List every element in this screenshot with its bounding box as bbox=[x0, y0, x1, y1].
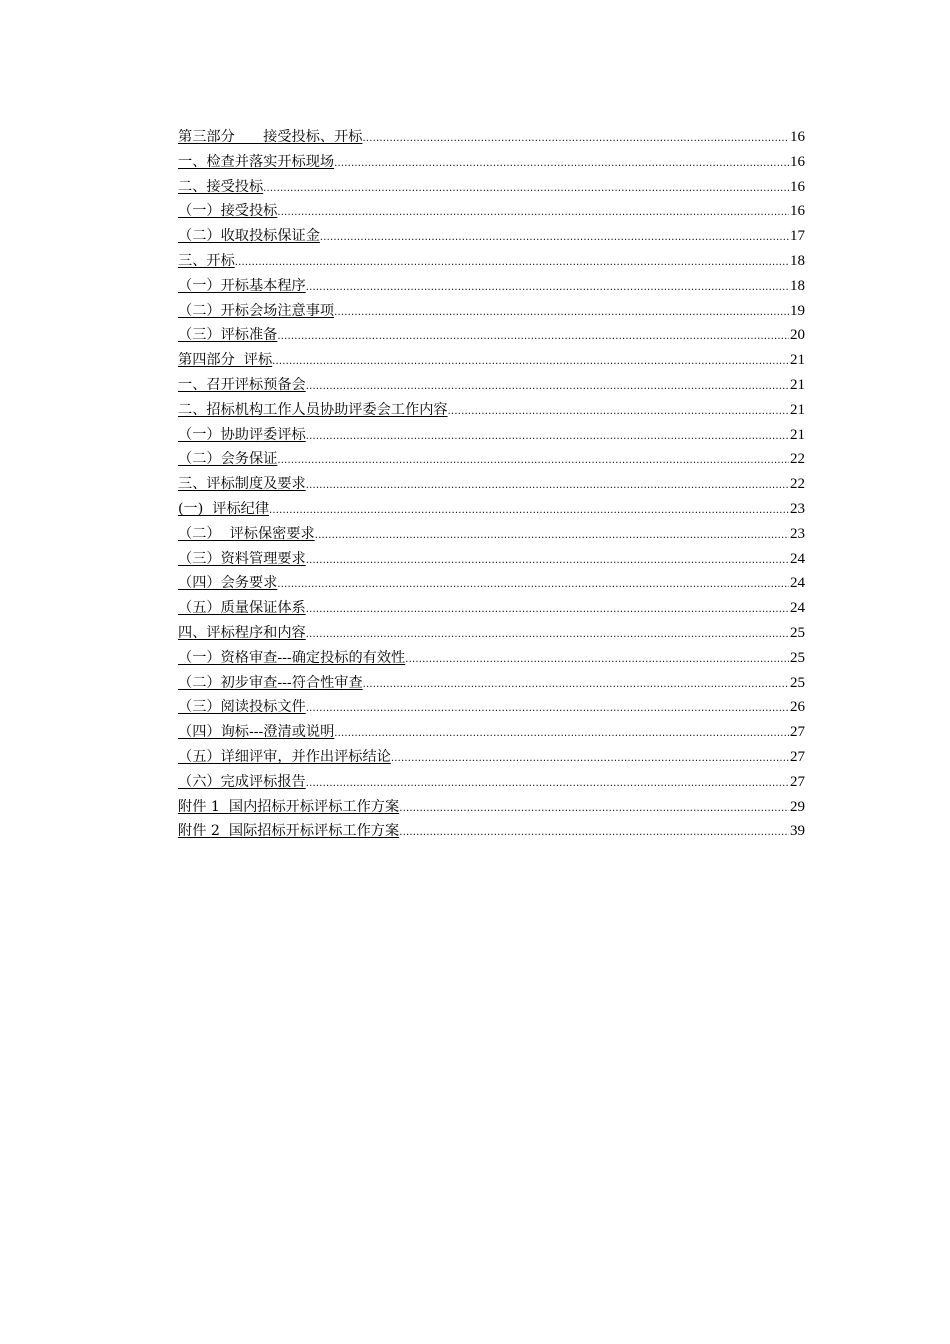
toc-entry-title[interactable]: 四、评标程序和内容 bbox=[178, 624, 306, 641]
toc-dot-leader bbox=[277, 449, 789, 474]
toc-entry-title[interactable]: （一）资格审查---确定投标的有效性 bbox=[178, 649, 406, 666]
toc-entry-title[interactable]: 第三部分 接受投标、开标 bbox=[178, 129, 363, 145]
toc-entry[interactable] bbox=[178, 423, 805, 448]
toc-dot-leader bbox=[320, 226, 789, 251]
toc-dot-leader bbox=[235, 251, 789, 276]
toc-dot-leader bbox=[306, 549, 789, 574]
toc-page-number: 39 bbox=[790, 823, 805, 840]
toc-dot-leader bbox=[391, 747, 789, 772]
toc-entry[interactable] bbox=[178, 274, 805, 299]
toc-entry[interactable] bbox=[178, 373, 805, 398]
toc-page-number: 16 bbox=[790, 178, 805, 195]
toc-entry-title[interactable]: （一）接受投标 bbox=[178, 203, 278, 220]
toc-page-number: 26 bbox=[790, 699, 805, 716]
toc-page-number: 25 bbox=[790, 674, 805, 691]
toc-page-number: 17 bbox=[790, 228, 805, 245]
toc-entry[interactable] bbox=[178, 671, 805, 696]
toc-entry[interactable] bbox=[178, 646, 805, 671]
toc-entry[interactable] bbox=[178, 795, 805, 820]
toc-entry[interactable] bbox=[178, 398, 805, 423]
toc-entry[interactable] bbox=[178, 150, 805, 175]
toc-entry-title[interactable]: （二）开标会场注意事项 bbox=[178, 302, 335, 319]
toc-entry-title[interactable]: （二） 评标保密要求 bbox=[178, 525, 315, 542]
toc-dot-leader bbox=[277, 201, 789, 226]
toc-entry[interactable] bbox=[178, 299, 805, 324]
toc-page-number: 23 bbox=[790, 525, 805, 542]
toc-entry-title[interactable]: （五）质量保证体系 bbox=[178, 600, 306, 617]
toc-entry-title[interactable]: （三）阅读投标文件 bbox=[178, 699, 306, 716]
toc-dot-leader bbox=[363, 673, 789, 698]
toc-entry-title[interactable]: （五）详细评审，并作出评标结论 bbox=[178, 748, 391, 765]
toc-page-number: 21 bbox=[790, 426, 805, 443]
toc-entry-title[interactable]: （四）会务要求 bbox=[178, 575, 278, 592]
toc-dot-leader bbox=[399, 797, 789, 822]
toc-dot-leader bbox=[306, 772, 789, 797]
toc-entry-title[interactable]: （三）资料管理要求 bbox=[178, 550, 306, 567]
toc-entry[interactable] bbox=[178, 547, 805, 572]
toc-dot-leader bbox=[306, 697, 789, 722]
toc-entry[interactable] bbox=[178, 770, 805, 795]
toc-dot-leader bbox=[334, 301, 789, 326]
toc-page-number: 18 bbox=[790, 277, 805, 294]
toc-page-number: 20 bbox=[790, 327, 805, 344]
toc-dot-leader bbox=[306, 425, 789, 450]
toc-page-number: 16 bbox=[790, 153, 805, 170]
toc-dot-leader bbox=[306, 276, 789, 301]
toc-entry-title[interactable]: （一）开标基本程序 bbox=[178, 277, 306, 294]
toc-entry-title[interactable]: 附件 1 国内招标开标评标工作方案 bbox=[178, 798, 400, 815]
toc-entry-title[interactable]: 二、接受投标 bbox=[178, 178, 264, 195]
toc-page-number: 25 bbox=[790, 649, 805, 666]
toc-page-number: 27 bbox=[790, 724, 805, 741]
toc-entry[interactable] bbox=[178, 125, 805, 150]
toc-entry-title[interactable]: （三）评标准备 bbox=[178, 327, 278, 344]
toc-entry[interactable] bbox=[178, 819, 805, 844]
toc-entry-title[interactable]: 一、检查并落实开标现场 bbox=[178, 153, 335, 170]
toc-entry-title[interactable]: 附件 2 国际招标开标评标工作方案 bbox=[178, 823, 400, 840]
toc-entry-title[interactable]: 一、召开评标预备会 bbox=[178, 376, 306, 393]
toc-entry[interactable] bbox=[178, 571, 805, 596]
toc-entry[interactable] bbox=[178, 224, 805, 249]
toc-page-number: 25 bbox=[790, 624, 805, 641]
toc-page-number: 22 bbox=[790, 476, 805, 493]
toc-page-number: 27 bbox=[790, 773, 805, 790]
toc-entry-title[interactable]: （一）协助评委评标 bbox=[178, 426, 306, 443]
toc-entry[interactable] bbox=[178, 323, 805, 348]
toc-dot-leader bbox=[306, 474, 789, 499]
toc-entry-title[interactable]: 第四部分 评标 bbox=[178, 352, 273, 369]
toc-page-number: 21 bbox=[790, 401, 805, 418]
toc-entry[interactable] bbox=[178, 175, 805, 200]
toc-dot-leader bbox=[399, 821, 789, 846]
toc-dot-leader bbox=[306, 598, 789, 623]
toc-page-number: 16 bbox=[790, 129, 805, 145]
toc-page-number: 23 bbox=[790, 500, 805, 517]
toc-entry-title[interactable]: （二）会务保证 bbox=[178, 451, 278, 468]
toc-entry[interactable] bbox=[178, 447, 805, 472]
toc-page-number: 16 bbox=[790, 203, 805, 220]
toc-dot-leader bbox=[315, 524, 789, 549]
toc-page-number: 22 bbox=[790, 451, 805, 468]
table-of-contents bbox=[178, 125, 805, 844]
toc-dot-leader bbox=[277, 325, 789, 350]
toc-dot-leader bbox=[405, 648, 789, 673]
toc-entry[interactable] bbox=[178, 497, 805, 522]
toc-page-number: 21 bbox=[790, 352, 805, 369]
toc-entry-title[interactable]: 三、评标制度及要求 bbox=[178, 476, 306, 493]
toc-entry[interactable] bbox=[178, 348, 805, 373]
toc-entry-title[interactable]: (一) 评标纪律 bbox=[178, 500, 270, 517]
toc-dot-leader bbox=[269, 499, 789, 524]
toc-dot-leader bbox=[272, 350, 789, 375]
toc-entry[interactable] bbox=[178, 596, 805, 621]
toc-entry-title[interactable]: （二）收取投标保证金 bbox=[178, 228, 320, 245]
toc-entry[interactable] bbox=[178, 695, 805, 720]
toc-dot-leader bbox=[306, 623, 789, 648]
toc-entry[interactable] bbox=[178, 522, 805, 547]
toc-entry-title[interactable]: 二、招标机构工作人员协助评委会工作内容 bbox=[178, 401, 448, 418]
toc-entry[interactable] bbox=[178, 745, 805, 770]
toc-page-number: 24 bbox=[790, 600, 805, 617]
toc-dot-leader bbox=[263, 177, 789, 202]
toc-entry-title[interactable]: （二）初步审查---符合性审查 bbox=[178, 674, 363, 691]
toc-page-number: 21 bbox=[790, 376, 805, 393]
toc-page-number: 19 bbox=[790, 302, 805, 319]
toc-dot-leader bbox=[334, 722, 789, 747]
toc-dot-leader bbox=[277, 573, 789, 598]
toc-entry-title[interactable]: 三、开标 bbox=[178, 252, 235, 269]
toc-dot-leader bbox=[306, 375, 789, 400]
toc-entry[interactable] bbox=[178, 621, 805, 646]
toc-entry[interactable] bbox=[178, 720, 805, 745]
toc-page-number: 29 bbox=[790, 798, 805, 815]
toc-entry-title[interactable]: （四）询标---澄清或说明 bbox=[178, 724, 335, 741]
toc-entry[interactable] bbox=[178, 249, 805, 274]
toc-entry[interactable] bbox=[178, 472, 805, 497]
toc-dot-leader bbox=[334, 152, 789, 177]
toc-dot-leader bbox=[448, 400, 789, 425]
toc-entry-title[interactable]: （六）完成评标报告 bbox=[178, 773, 306, 790]
toc-page-number: 27 bbox=[790, 748, 805, 765]
toc-page-number: 24 bbox=[790, 550, 805, 567]
toc-dot-leader bbox=[362, 127, 789, 152]
toc-page-number: 18 bbox=[790, 252, 805, 269]
toc-page-number: 24 bbox=[790, 575, 805, 592]
toc-entry[interactable] bbox=[178, 199, 805, 224]
